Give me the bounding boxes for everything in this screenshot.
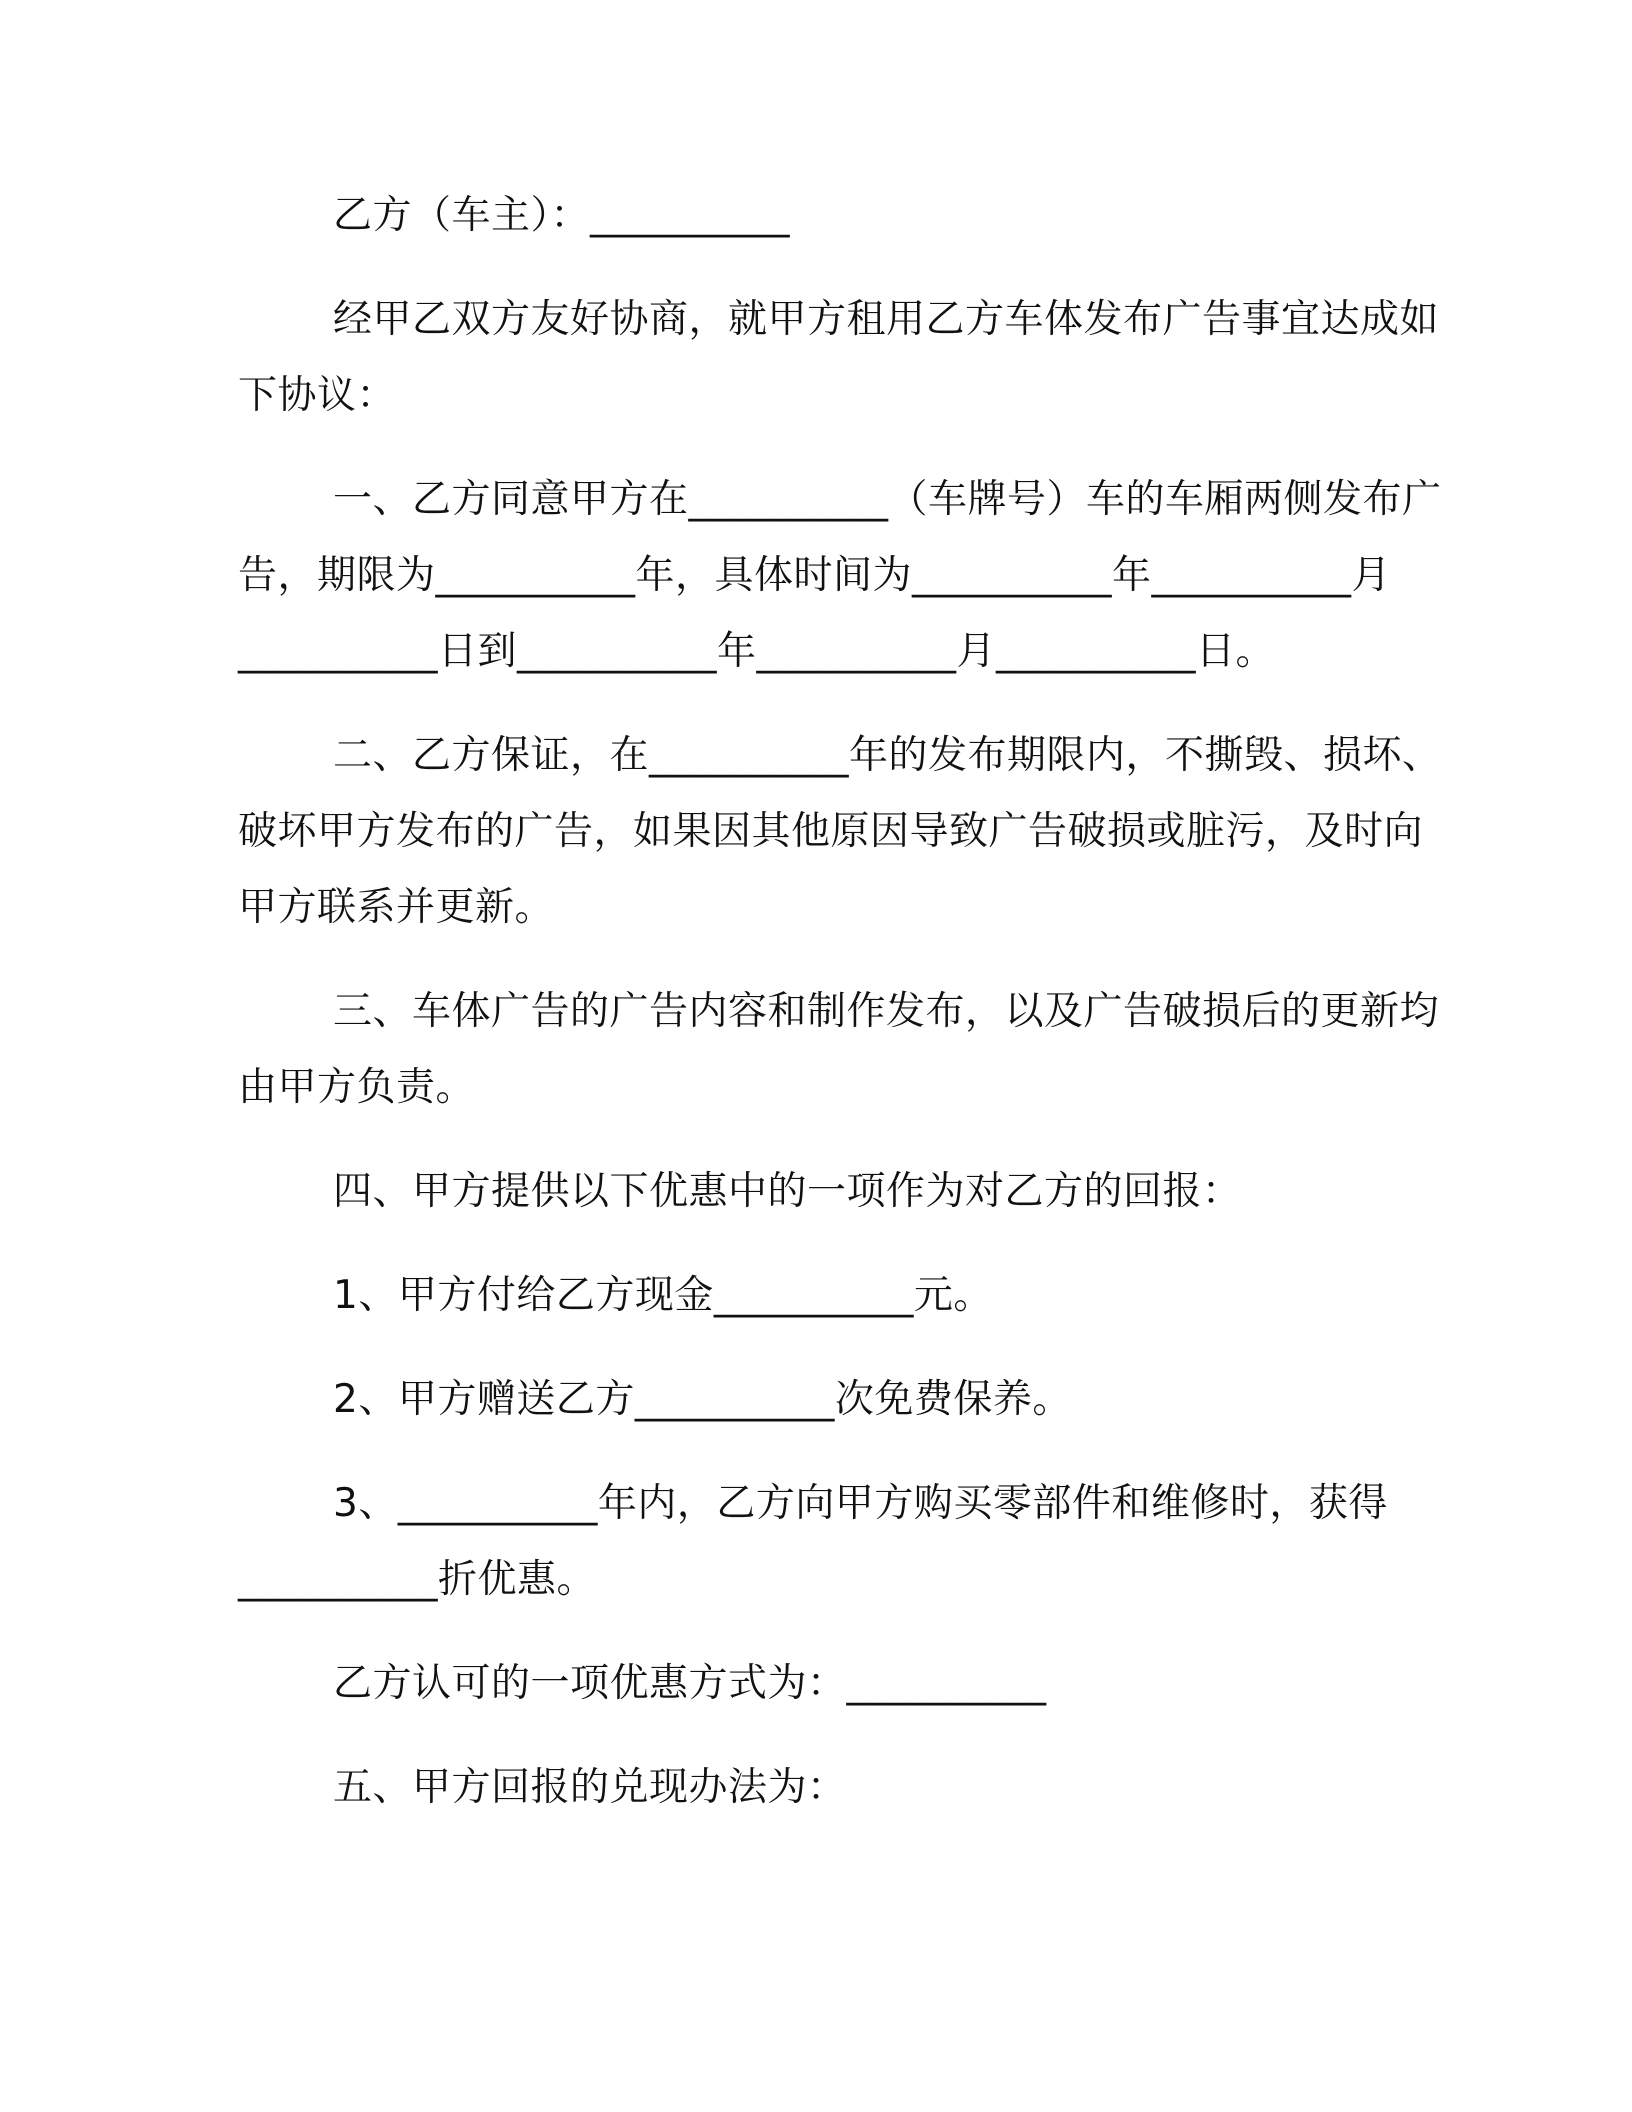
intro-paragraph-line-1: 经甲乙双方友好协商，就甲方租用乙方车体发布广告事宜达成如 [333,297,1440,342]
chosen-option-line: 乙方认可的一项优惠方式为：__________ [333,1661,1047,1706]
clause-2-line-2: 破坏甲方发布的广告，如果因其他原因导致广告破损或脏污，及时向 [238,809,1424,854]
clause-2-line-3: 甲方联系并更新。 [238,885,555,930]
option-3-line-1: 3、__________年内，乙方向甲方购买零部件和维修时，获得 [333,1481,1388,1526]
clause-1-line-3: __________日到__________年__________月__________日。 [238,629,1276,674]
clause-4-heading: 四、甲方提供以下优惠中的一项作为对乙方的回报： [333,1169,1242,1214]
clause-1-line-2: 告，期限为__________年，具体时间为__________年__________月 [238,553,1392,598]
party-b-line: 乙方（车主）：__________ [333,193,791,238]
clause-3-line-2: 由甲方负责。 [238,1065,476,1110]
clause-2-line-1: 二、乙方保证，在__________年的发布期限内，不撕毁、损坏、 [333,733,1442,778]
clause-1-line-1: 一、乙方同意甲方在__________（车牌号）车的车厢两侧发布广 [333,477,1442,522]
clause-3-line-1: 三、车体广告的广告内容和制作发布，以及广告破损后的更新均 [333,989,1440,1034]
clause-5-heading: 五、甲方回报的兑现办法为： [333,1765,847,1810]
option-2-line: 2、甲方赠送乙方__________次免费保养。 [333,1377,1072,1422]
intro-paragraph-line-2: 下协议： [238,373,397,418]
option-1-line: 1、甲方付给乙方现金__________元。 [333,1273,993,1318]
option-3-line-2: __________折优惠。 [238,1557,597,1602]
